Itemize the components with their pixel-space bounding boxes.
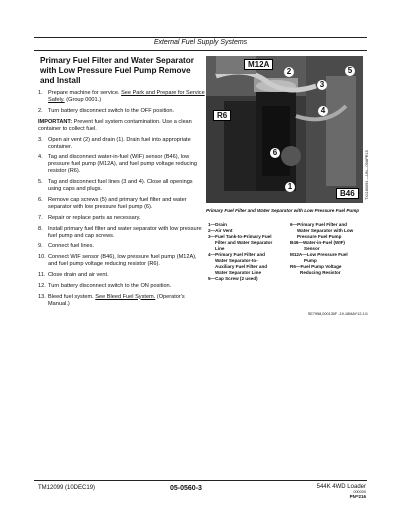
footer-machine bbox=[310, 484, 366, 500]
page-header-title: External Fuel Supply Systems bbox=[153, 39, 248, 46]
step-number: 3. bbox=[38, 136, 43, 143]
step-text: Tag and disconnect fuel lines (3 and 4). Close all openings using caps and plugs. bbox=[48, 179, 193, 193]
legend-right bbox=[290, 222, 368, 282]
footer-manual-id: TM12099 (10DEC19) bbox=[38, 485, 96, 491]
important-notice bbox=[38, 119, 206, 133]
callout-r6: R6 bbox=[213, 110, 231, 121]
step-text: Open air vent (2) and drain (1). Drain fuel into appropriate container. bbox=[48, 136, 191, 150]
side-code-holder bbox=[365, 120, 373, 200]
bleed-fuel-link[interactable]: See Bleed Fuel System. bbox=[95, 293, 156, 300]
step-number: 4. bbox=[38, 154, 43, 161]
legend-entry: Water Separator with Low bbox=[297, 228, 354, 233]
legend-entry: 2—Air Vent bbox=[208, 228, 233, 233]
step-number: 13. bbox=[38, 293, 46, 300]
footer-small-code: 000000 bbox=[353, 490, 366, 494]
figure-legend bbox=[208, 222, 368, 283]
step-text: Turn battery disconnect switch to the OFF position. bbox=[48, 107, 175, 114]
callout-2: 2 bbox=[284, 67, 294, 77]
step-number: 11. bbox=[38, 271, 46, 278]
step-number: 8. bbox=[38, 225, 43, 232]
step-12 bbox=[38, 283, 206, 290]
callout-b46: B46 bbox=[336, 188, 359, 199]
legend-entry: Reducing Resistor bbox=[300, 270, 341, 275]
step-number: 6. bbox=[38, 196, 43, 203]
step-text bbox=[48, 90, 206, 104]
important-text: Prevent fuel system contamination. Use a clean container to collect fuel. bbox=[38, 118, 192, 132]
footer-page-number: 05-0560-3 bbox=[170, 485, 202, 492]
footer-pn: PN=216 bbox=[349, 494, 366, 499]
step-7 bbox=[38, 215, 206, 222]
step-number: 12. bbox=[38, 282, 46, 289]
legend-entry: Water Separator-to- bbox=[215, 258, 258, 263]
callout-6: 6 bbox=[270, 148, 280, 158]
callout-1: 1 bbox=[285, 182, 295, 192]
step-6 bbox=[38, 197, 206, 211]
step-text: Repair or replace parts as necessary. bbox=[48, 214, 141, 221]
legend-entry: M12A—Low Pressure Fuel bbox=[290, 252, 348, 257]
legend-entry: Water Separator Line bbox=[215, 270, 262, 275]
legend-left bbox=[208, 222, 290, 282]
important-label: IMPORTANT: bbox=[38, 118, 73, 125]
step-10 bbox=[38, 254, 206, 268]
step-1 bbox=[38, 90, 206, 104]
step-text bbox=[48, 294, 206, 308]
step-text: Connect fuel lines. bbox=[48, 243, 95, 250]
legend-entry: 4—Primary Fuel Filter and bbox=[208, 252, 265, 257]
step-13 bbox=[38, 294, 206, 308]
callout-m12a: M12A bbox=[244, 59, 273, 70]
footer-machine-name: 544K 4WD Loader bbox=[316, 484, 366, 490]
step-number: 2. bbox=[38, 107, 43, 114]
procedure-title: Primary Fuel Filter and Water Separator with Low Pressure Fuel Pump Remove and Install bbox=[40, 56, 194, 85]
step-number: 5. bbox=[38, 179, 43, 186]
legend-entry: Sensor bbox=[304, 246, 320, 251]
step-text-lead: Bleed fuel system. bbox=[48, 293, 96, 300]
photo-illustration bbox=[206, 56, 363, 203]
step-number: 7. bbox=[38, 214, 43, 221]
document-reference: SE7958,000130F -19-18MAY12-1/1 bbox=[307, 312, 368, 316]
step-3 bbox=[38, 137, 206, 151]
legend-entry: Pressure Fuel Pump bbox=[297, 234, 342, 239]
legend-entry: B46—Water-in-Fuel (WIF) bbox=[290, 240, 345, 245]
legend-entry: R6—Fuel Pump Voltage bbox=[290, 264, 342, 269]
step-5 bbox=[38, 179, 206, 193]
step-text: Remove cap screws (5) and primary fuel filter and water separator with low pressure fuel pump (6). bbox=[48, 196, 187, 210]
figure-caption: Primary Fuel Filter and Water Separator with Low Pressure Fuel Pump bbox=[206, 208, 360, 213]
callout-3: 3 bbox=[317, 80, 327, 90]
step-8 bbox=[38, 226, 206, 240]
step-text: Close drain and air vent. bbox=[48, 271, 109, 278]
step-text: Connect WIF sensor (B46), low pressure fuel pump (M12A), and fuel pump voltage reducing resistor (R6). bbox=[48, 254, 197, 268]
legend-entry: 6—Primary Fuel Filter and bbox=[290, 222, 347, 227]
legend-entry: 5—Cap Screw (2 used) bbox=[208, 276, 258, 281]
legend-entry: 1—Drain bbox=[208, 222, 227, 227]
fuel-filter-photo bbox=[206, 56, 363, 203]
park-prepare-link[interactable]: See Park and Prepare for Service Safely. bbox=[48, 90, 205, 103]
step-number: 9. bbox=[38, 243, 43, 250]
footer-rule bbox=[34, 480, 367, 481]
step-text-after: (Group 0001.) bbox=[64, 97, 102, 103]
side-code: TX1180094 —UN—09APR15 bbox=[365, 150, 369, 200]
legend-entry: 3—Fuel Tank-to-Primary Fuel bbox=[208, 234, 272, 239]
legend-entry: Pump bbox=[304, 258, 317, 263]
step-11 bbox=[38, 272, 206, 279]
step-text-lead: Prepare machine for service. bbox=[48, 90, 122, 96]
legend-entry: Auxiliary Fuel Filter and bbox=[215, 264, 268, 269]
step-text: Install primary fuel filter and water separator with low pressure fuel pump and cap screws. bbox=[48, 225, 202, 239]
step-number: 10. bbox=[38, 254, 46, 261]
callout-5: 5 bbox=[345, 66, 355, 76]
step-text: Tag and disconnect water-in-fuel (WIF) sensor (B46), low pressure fuel pump (M12A), and fuel pump voltage reducing resistor (R6). bbox=[48, 154, 197, 175]
step-9 bbox=[38, 243, 206, 250]
step-number: 1. bbox=[38, 90, 43, 96]
step-2 bbox=[38, 108, 206, 115]
step-4 bbox=[38, 154, 206, 175]
callout-4: 4 bbox=[318, 106, 328, 116]
step-text-after: (Operator's Manual.) bbox=[48, 293, 185, 307]
step-text: Turn battery disconnect switch to the ON position. bbox=[48, 282, 172, 289]
legend-entry: Line bbox=[215, 246, 225, 251]
procedure-column bbox=[38, 56, 206, 311]
legend-entry: Filter and Water Separator bbox=[215, 240, 273, 245]
